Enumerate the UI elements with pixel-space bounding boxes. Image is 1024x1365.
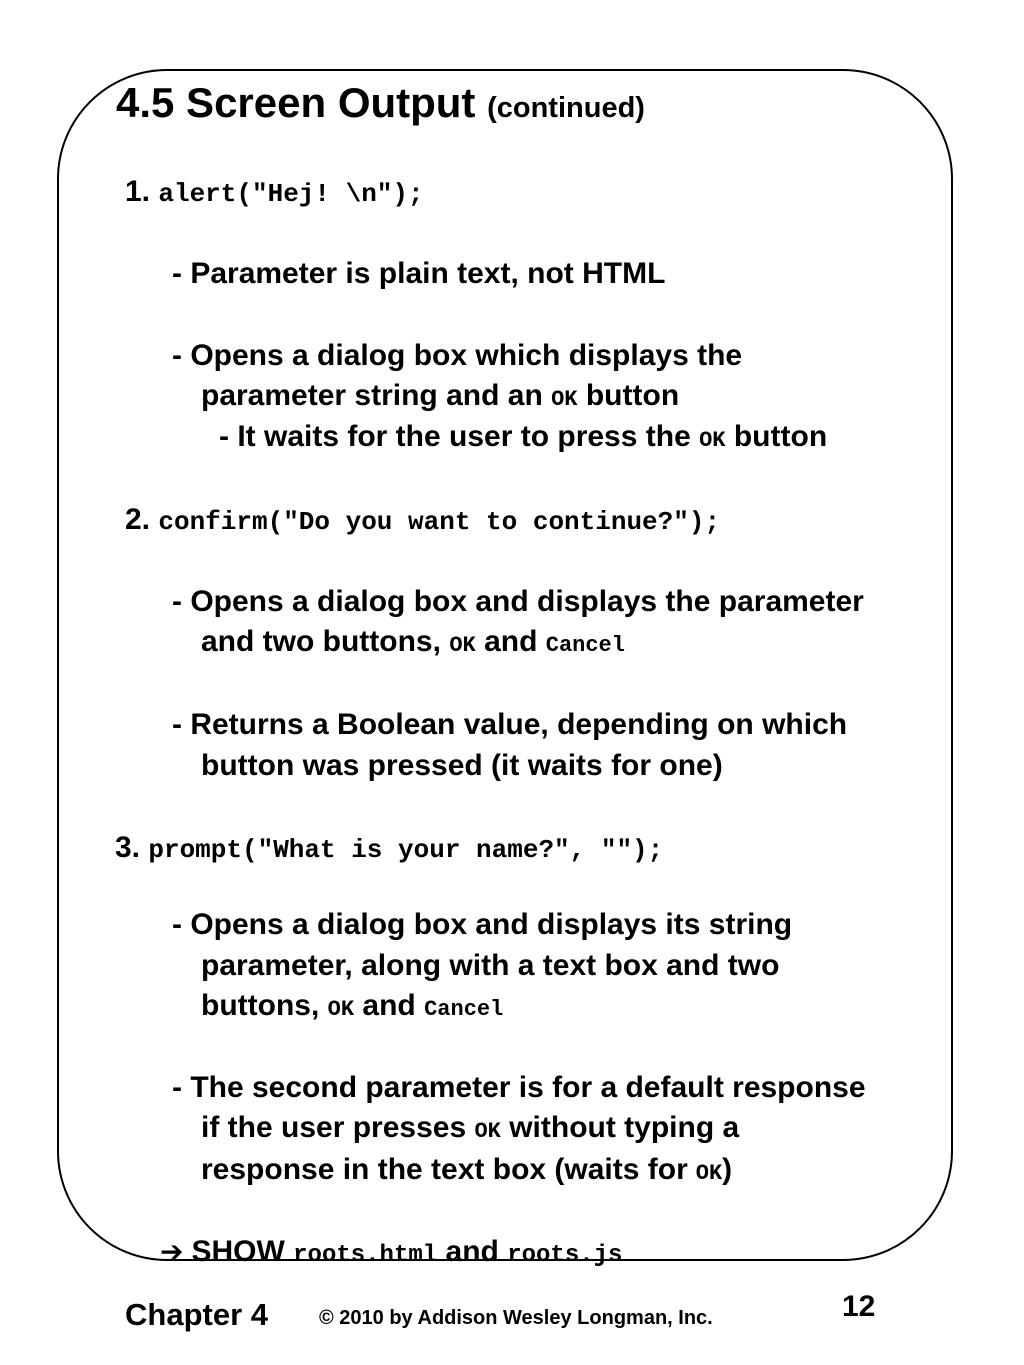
slide-title: [116, 78, 645, 133]
alert-bullet-2-line-2: [201, 376, 679, 420]
prompt-bullet-1-line-3: [201, 986, 503, 1030]
prompt-bullet-2-line-2: [201, 1108, 739, 1152]
alert-code: alert("Hej! \n");: [158, 179, 424, 209]
show-file-2: roots.js: [507, 1242, 623, 1269]
ok-code: OK: [474, 1119, 501, 1144]
cancel-code: Cancel: [424, 997, 504, 1022]
alert-number: 1.: [125, 175, 151, 208]
prompt-heading: [115, 828, 663, 870]
text: and: [484, 625, 538, 658]
prompt-bullet-2-line-3: [201, 1150, 732, 1194]
prompt-bullet-1-line-1: - Opens a dialog box and displays its string: [172, 908, 793, 941]
prompt-code: prompt("What is your name?", "");: [148, 835, 664, 865]
text: parameter string and an: [201, 379, 543, 412]
prompt-bullet-2-line-1: - The second parameter is for a default response: [172, 1071, 866, 1104]
show-label: SHOW: [191, 1235, 285, 1268]
text: - It waits for the user to press the: [219, 420, 691, 453]
ok-code: OK: [551, 387, 578, 412]
title-main: 4.5 Screen Output: [116, 79, 476, 126]
page-number: 12: [842, 1290, 876, 1323]
confirm-number: 2.: [125, 503, 151, 536]
footer-chapter: Chapter 4: [125, 1297, 268, 1332]
confirm-heading: [125, 500, 720, 542]
right-arrow-icon: ➔: [160, 1235, 184, 1268]
alert-bullet-1: - Parameter is plain text, not HTML: [172, 257, 666, 290]
footer-copyright: © 2010 by Addison Wesley Longman, Inc.: [319, 1307, 713, 1329]
text: response in the text box (waits for: [201, 1153, 688, 1186]
ok-code: OK: [699, 428, 726, 453]
alert-heading: [125, 172, 424, 214]
show-line: [160, 1232, 622, 1276]
text: and: [362, 989, 416, 1022]
title-sub: (continued): [487, 92, 645, 124]
show-file-1: roots.html: [293, 1242, 438, 1269]
show-and: and: [445, 1235, 499, 1268]
confirm-bullet-2-line-1: - Returns a Boolean value, depending on which: [172, 708, 848, 741]
text: button: [585, 379, 680, 412]
prompt-number: 3.: [115, 831, 141, 864]
alert-bullet-2-line-3: [219, 417, 827, 461]
alert-bullet-2-line-1: - Opens a dialog box which displays the: [172, 339, 743, 372]
confirm-bullet-2-line-2: button was pressed (it waits for one): [201, 749, 723, 782]
cancel-code: Cancel: [545, 633, 625, 658]
text: buttons,: [201, 989, 320, 1022]
text: button: [733, 420, 828, 453]
confirm-bullet-1-line-2: [201, 622, 625, 666]
confirm-code: confirm("Do you want to continue?");: [158, 507, 721, 537]
text: if the user presses: [201, 1111, 467, 1144]
text: ): [722, 1153, 733, 1186]
confirm-bullet-1-line-1: - Opens a dialog box and displays the parameter: [172, 585, 864, 618]
ok-code: OK: [327, 997, 355, 1022]
prompt-bullet-1-line-2: parameter, along with a text box and two: [201, 949, 780, 982]
ok-code: OK: [449, 633, 476, 658]
text: and two buttons,: [201, 625, 441, 658]
ok-code: OK: [695, 1161, 723, 1186]
text: without typing a: [509, 1111, 740, 1144]
